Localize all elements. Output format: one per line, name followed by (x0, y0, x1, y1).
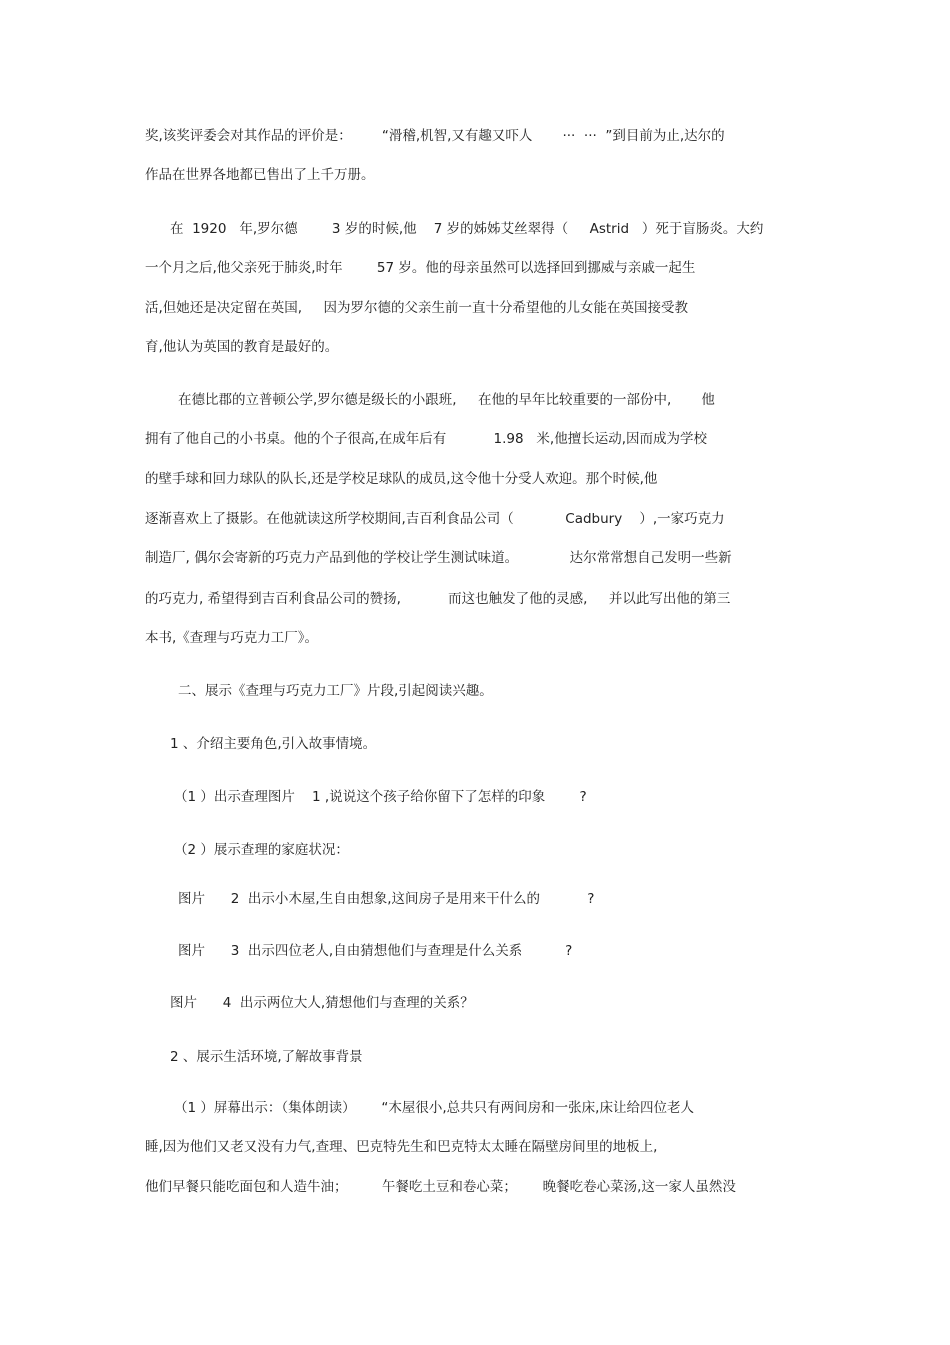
paragraph-line: 作品在世界各地都已售出了上千万册。 (145, 167, 375, 183)
list-item: （1 ）出示查理图片 1 ,说说这个孩子给你留下了怎样的印象 ? (174, 789, 587, 805)
paragraph-line: 育,他认为英国的教育是最好的。 (145, 339, 339, 355)
subsection-heading: 2 、展示生活环境,了解故事背景 (170, 1049, 363, 1065)
list-item: 图片 4 出示两位大人,猜想他们与查理的关系？ (170, 995, 474, 1011)
paragraph-line: 本书,《查理与巧克力工厂》。 (145, 630, 319, 646)
paragraph-line: 奖,该奖评委会对其作品的评价是： “滑稽,机智,又有趣又吓人 ··· ··· ”到目前为止,达尔的 (145, 128, 725, 144)
list-item: 图片 2 出示小木屋,生自由想象,这间房子是用来干什么的 ? (178, 891, 595, 907)
list-item: 图片 3 出示四位老人,自由猜想他们与查理是什么关系 ? (178, 943, 573, 959)
paragraph-line: 睡,因为他们又老又没有力气,查理、巴克特先生和巴克特太太睡在隔壁房间里的地板上, (145, 1139, 658, 1155)
paragraph-line: 在德比郡的立普顿公学,罗尔德是级长的小跟班, 在他的早年比较重要的一部份中, 他 (178, 392, 715, 408)
paragraph-line: 一个月之后,他父亲死于肺炎,时年 57 岁。他的母亲虽然可以选择回到挪威与亲戚一起生 (145, 260, 696, 276)
paragraph-line: 的巧克力, 希望得到吉百利食品公司的赞扬, 而这也触发了他的灵感, 并以此写出他的第三 (145, 591, 731, 607)
paragraph-line: 逐渐喜欢上了摄影。在他就读这所学校期间,吉百利食品公司（ Cadbury ）,一家巧克力 (145, 511, 725, 527)
paragraph-line: 制造厂, 偶尔会寄新的巧克力产品到他的学校让学生测试味道。 达尔常常想自己发明一些新 (145, 550, 732, 566)
paragraph-line: 拥有了他自己的小书桌。他的个子很高,在成年后有 1.98 米,他擅长运动,因而成为学校 (145, 431, 708, 447)
paragraph-line: 活,但她还是决定留在英国, 因为罗尔德的父亲生前一直十分希望他的儿女能在英国接受教 (145, 300, 689, 316)
section-heading: 二、展示《查理与巧克力工厂》片段,引起阅读兴趣。 (178, 683, 493, 699)
paragraph-line: 在 1920 年,罗尔德 3 岁的时候,他 7 岁的姊姊艾丝翠得（ Astrid ）死于盲肠炎。大约 (170, 221, 764, 237)
paragraph-line: 的壁手球和回力球队的队长,还是学校足球队的成员,这令他十分受人欢迎。那个时候,他 (145, 471, 658, 487)
paragraph-line: （1 ）屏幕出示：（集体朗读） “木屋很小,总共只有两间房和一张床,床让给四位老人 (174, 1100, 694, 1116)
list-item: （2 ）展示查理的家庭状况： (174, 842, 349, 858)
subsection-heading: 1 、介绍主要角色,引入故事情境。 (170, 736, 377, 752)
paragraph-line: 他们早餐只能吃面包和人造牛油； 午餐吃土豆和卷心菜； 晚餐吃卷心菜汤,这一家人虽然没 (145, 1179, 736, 1195)
